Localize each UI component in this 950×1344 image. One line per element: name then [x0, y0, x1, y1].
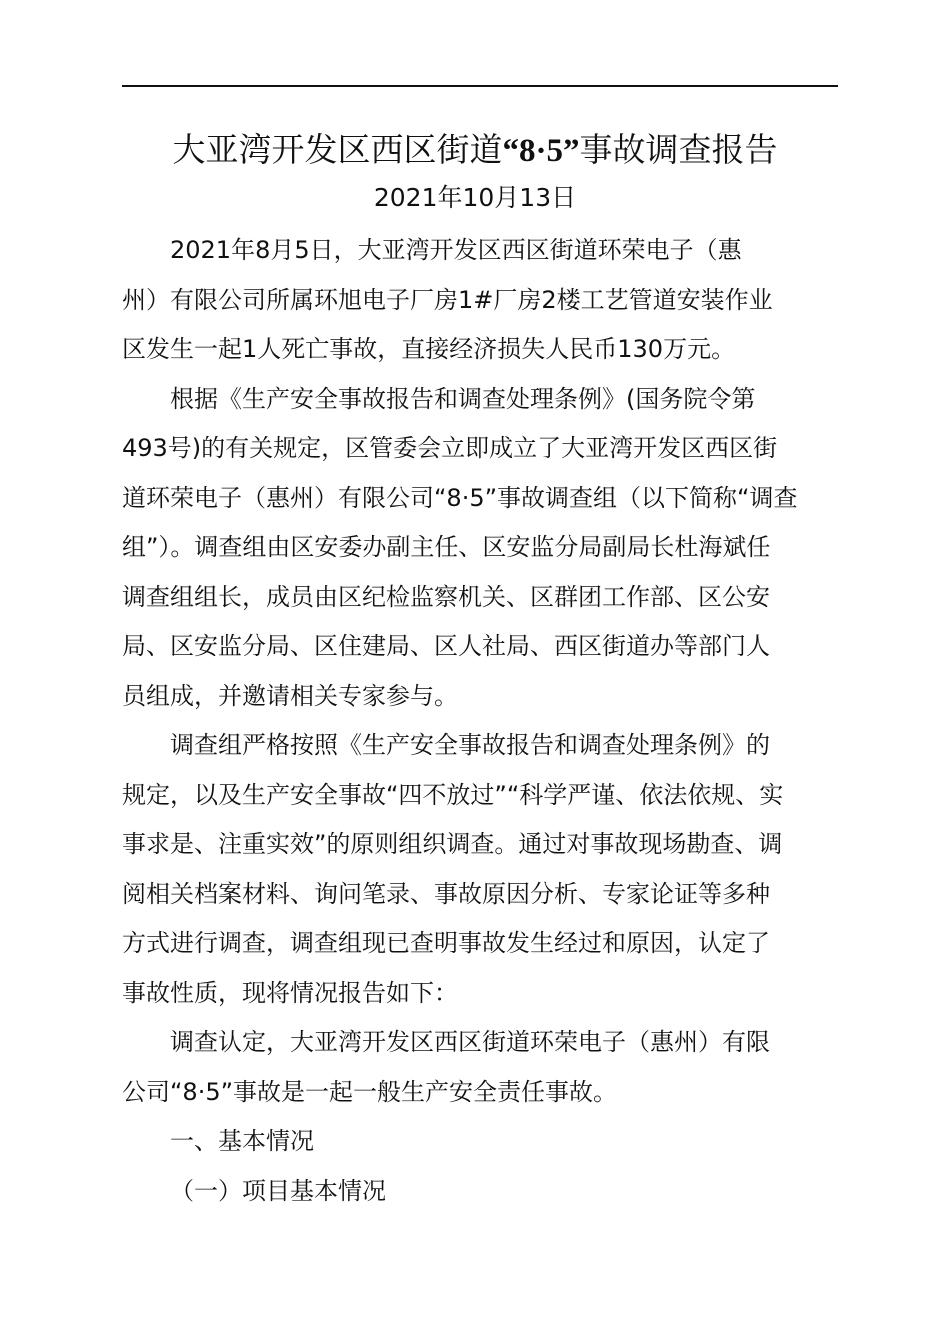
- paragraph-incident-summary: 2021年8月5日，大亚湾开发区西区街道环荣电子（惠 州）有限公司所属环旭电子厂房1#厂房2楼工艺管道安装作业 区发生一起1人死亡事故，直接经济损失人民币130万元。: [122, 236, 773, 363]
- title-prefix: 大亚湾开发区西区街道: [172, 130, 503, 169]
- header-rule: [122, 85, 838, 87]
- title-incident-code: “8·5”: [502, 133, 580, 169]
- paragraph-conclusion: 调查认定，大亚湾开发区西区街道环荣电子（惠州）有限 公司“8·5”事故是一起一般生产安全责任事故。: [122, 1028, 770, 1106]
- section-heading-basic-info: 一、基本情况: [170, 1127, 314, 1155]
- document-date: 2021年10月13日: [373, 183, 577, 212]
- paragraph-investigation-team: 根据《生产安全事故报告和调查处理条例》(国务院令第 493号)的有关规定，区管委会立即成立了大亚湾开发区西区街 道环荣电子（惠州）有限公司“8·5”事故调查组（以下简称“调查 组”）。调查组由区安委办副主任、区安监分局副局长杜海斌任 调查组组长，成员由区纪检监察机关、区群团工作部、区公安 局、区安监分局、区住建局、区人社局、西区街道办等部门人 员组成，并邀请相关专家参与。: [122, 384, 798, 710]
- document-title: [0, 128, 950, 173]
- title-suffix: 事故调查报告: [579, 130, 778, 169]
- document-body: [122, 226, 838, 1216]
- subsection-heading-project-info: （一）项目基本情况: [170, 1176, 386, 1205]
- paragraph-investigation-method: 调查组严格按照《生产安全事故报告和调查处理条例》的 规定，以及生产安全事故“四不放过”“科学严谨、依法依规、实 事求是、注重实效”的原则组织调查。通过对事故现场勘查、调 阅相关档案材料、询问笔录、事故原因分析、专家论证等多种 方式进行调查，调查组现已查明事故发生经过和原因，认定了 事故性质，现将情况报告如下：: [122, 731, 784, 1007]
